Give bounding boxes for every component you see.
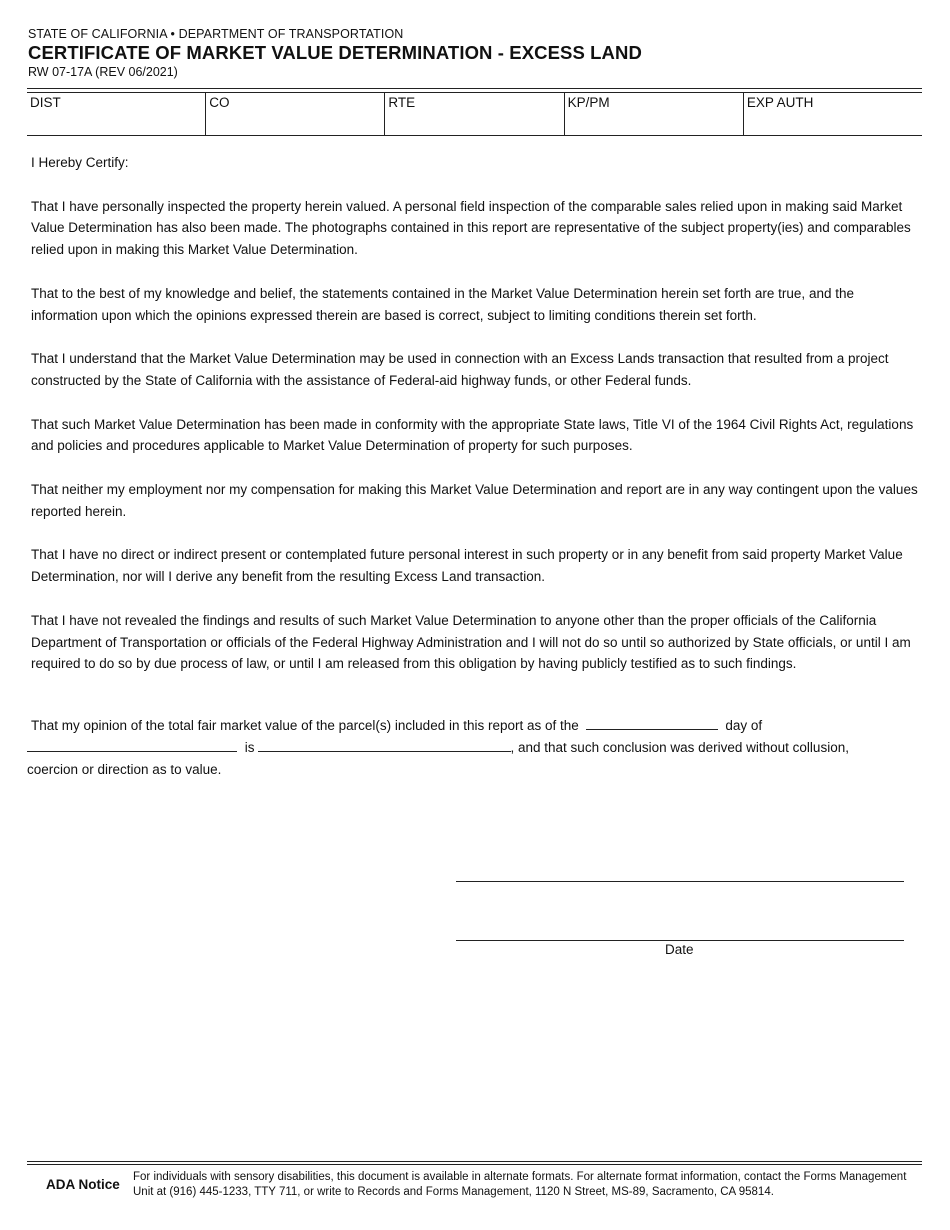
field-kp-pm-label: KP/PM	[567, 95, 610, 110]
field-co[interactable]	[205, 93, 384, 135]
field-dist-label: DIST	[30, 95, 61, 110]
footer-rule-bottom	[27, 1164, 922, 1165]
value-input[interactable]	[258, 737, 511, 752]
form-number: RW 07-17A (REV 06/2021)	[28, 65, 178, 79]
field-dist[interactable]	[27, 93, 205, 135]
paragraph-inspection: That I have personally inspected the property herein valued. A personal field inspection of the comparable sales relied upon in making said Market Value Determination has also been made. The photographs contained in this report are representative of the subject property(ies) and comparables relied upon in making this Market Value Determination.	[31, 198, 911, 258]
opinion-text-2: day of	[725, 718, 763, 733]
ada-notice-label: ADA Notice	[46, 1177, 120, 1192]
paragraph-compensation: That neither my employment nor my compensation for making this Market Value Determination and report are in any way contingent upon the values reported herein.	[31, 481, 918, 519]
agency-line: STATE OF CALIFORNIA • DEPARTMENT OF TRANSPORTATION	[28, 27, 404, 41]
paragraph-conformity: That such Market Value Determination has been made in conformity with the appropriate State laws, Title VI of the 1964 Civil Rights Act, regulations and policies and procedures applicable to Market Value Determination of property for such purposes.	[31, 416, 914, 454]
month-year-input[interactable]	[27, 737, 237, 752]
header-fields-table	[27, 88, 922, 136]
opinion-paragraph	[27, 715, 923, 780]
opinion-text-5: coercion or direction as to value.	[27, 761, 222, 777]
day-input[interactable]	[586, 715, 718, 730]
ada-notice-text: For individuals with sensory disabilities, this document is available in alternate formats. For alternate format information, contact the Forms Management Unit at (916) 445-1233, TTY 711, or write to Records and Forms Management, 1120 N Street, MS-89, Sacramento, CA 95814.	[133, 1171, 907, 1198]
field-exp-auth[interactable]	[743, 93, 922, 135]
certification-body	[31, 152, 923, 697]
field-co-label: CO	[209, 95, 230, 110]
opinion-text-1: That my opinion of the total fair market value of the parcel(s) included in this report as of the	[31, 718, 579, 733]
field-rte[interactable]	[384, 93, 563, 135]
field-exp-auth-label: EXP AUTH	[746, 95, 814, 110]
footer-rule-top	[27, 1161, 922, 1162]
paragraph-knowledge: That to the best of my knowledge and belief, the statements contained in the Market Value Determination herein set forth are true, and the information upon which the opinions expressed therein are based is correct, subject to limiting conditions therein set forth.	[31, 285, 854, 323]
opinion-text-3: is	[244, 739, 255, 755]
form-title: CERTIFICATE OF MARKET VALUE DETERMINATION - EXCESS LAND	[28, 42, 642, 63]
paragraph-federal-funds: That I understand that the Market Value Determination may be used in connection with an Excess Lands transaction that resulted from a project constructed by the State of California with the assistance of Federal-aid highway funds, or other Federal funds.	[31, 351, 889, 388]
field-kp-pm[interactable]	[564, 93, 743, 135]
signature-line[interactable]	[456, 881, 904, 882]
paragraph-confidentiality: That I have not revealed the findings and results of such Market Value Determination to anyone other than the proper officials of the California Department of Transportation or officials of the Federal Highway Administration and I will not do so until so authorized by State officials, or until I am required to do so by due process of law, or until I am released from this obligation by having publicly testified as to such findings.	[31, 612, 911, 672]
date-line[interactable]	[456, 940, 904, 941]
paragraph-interest: That I have no direct or indirect present or contemplated future personal interest in such property or in any benefit from said property Market Value Determination, nor will I derive any benefit from the resulting Excess Land transaction.	[31, 547, 903, 585]
intro-text: I Hereby Certify:	[31, 155, 129, 170]
date-label: Date	[665, 942, 694, 957]
field-rte-label: RTE	[388, 95, 416, 110]
opinion-text-4: , and that such conclusion was derived without collusion,	[510, 739, 849, 755]
